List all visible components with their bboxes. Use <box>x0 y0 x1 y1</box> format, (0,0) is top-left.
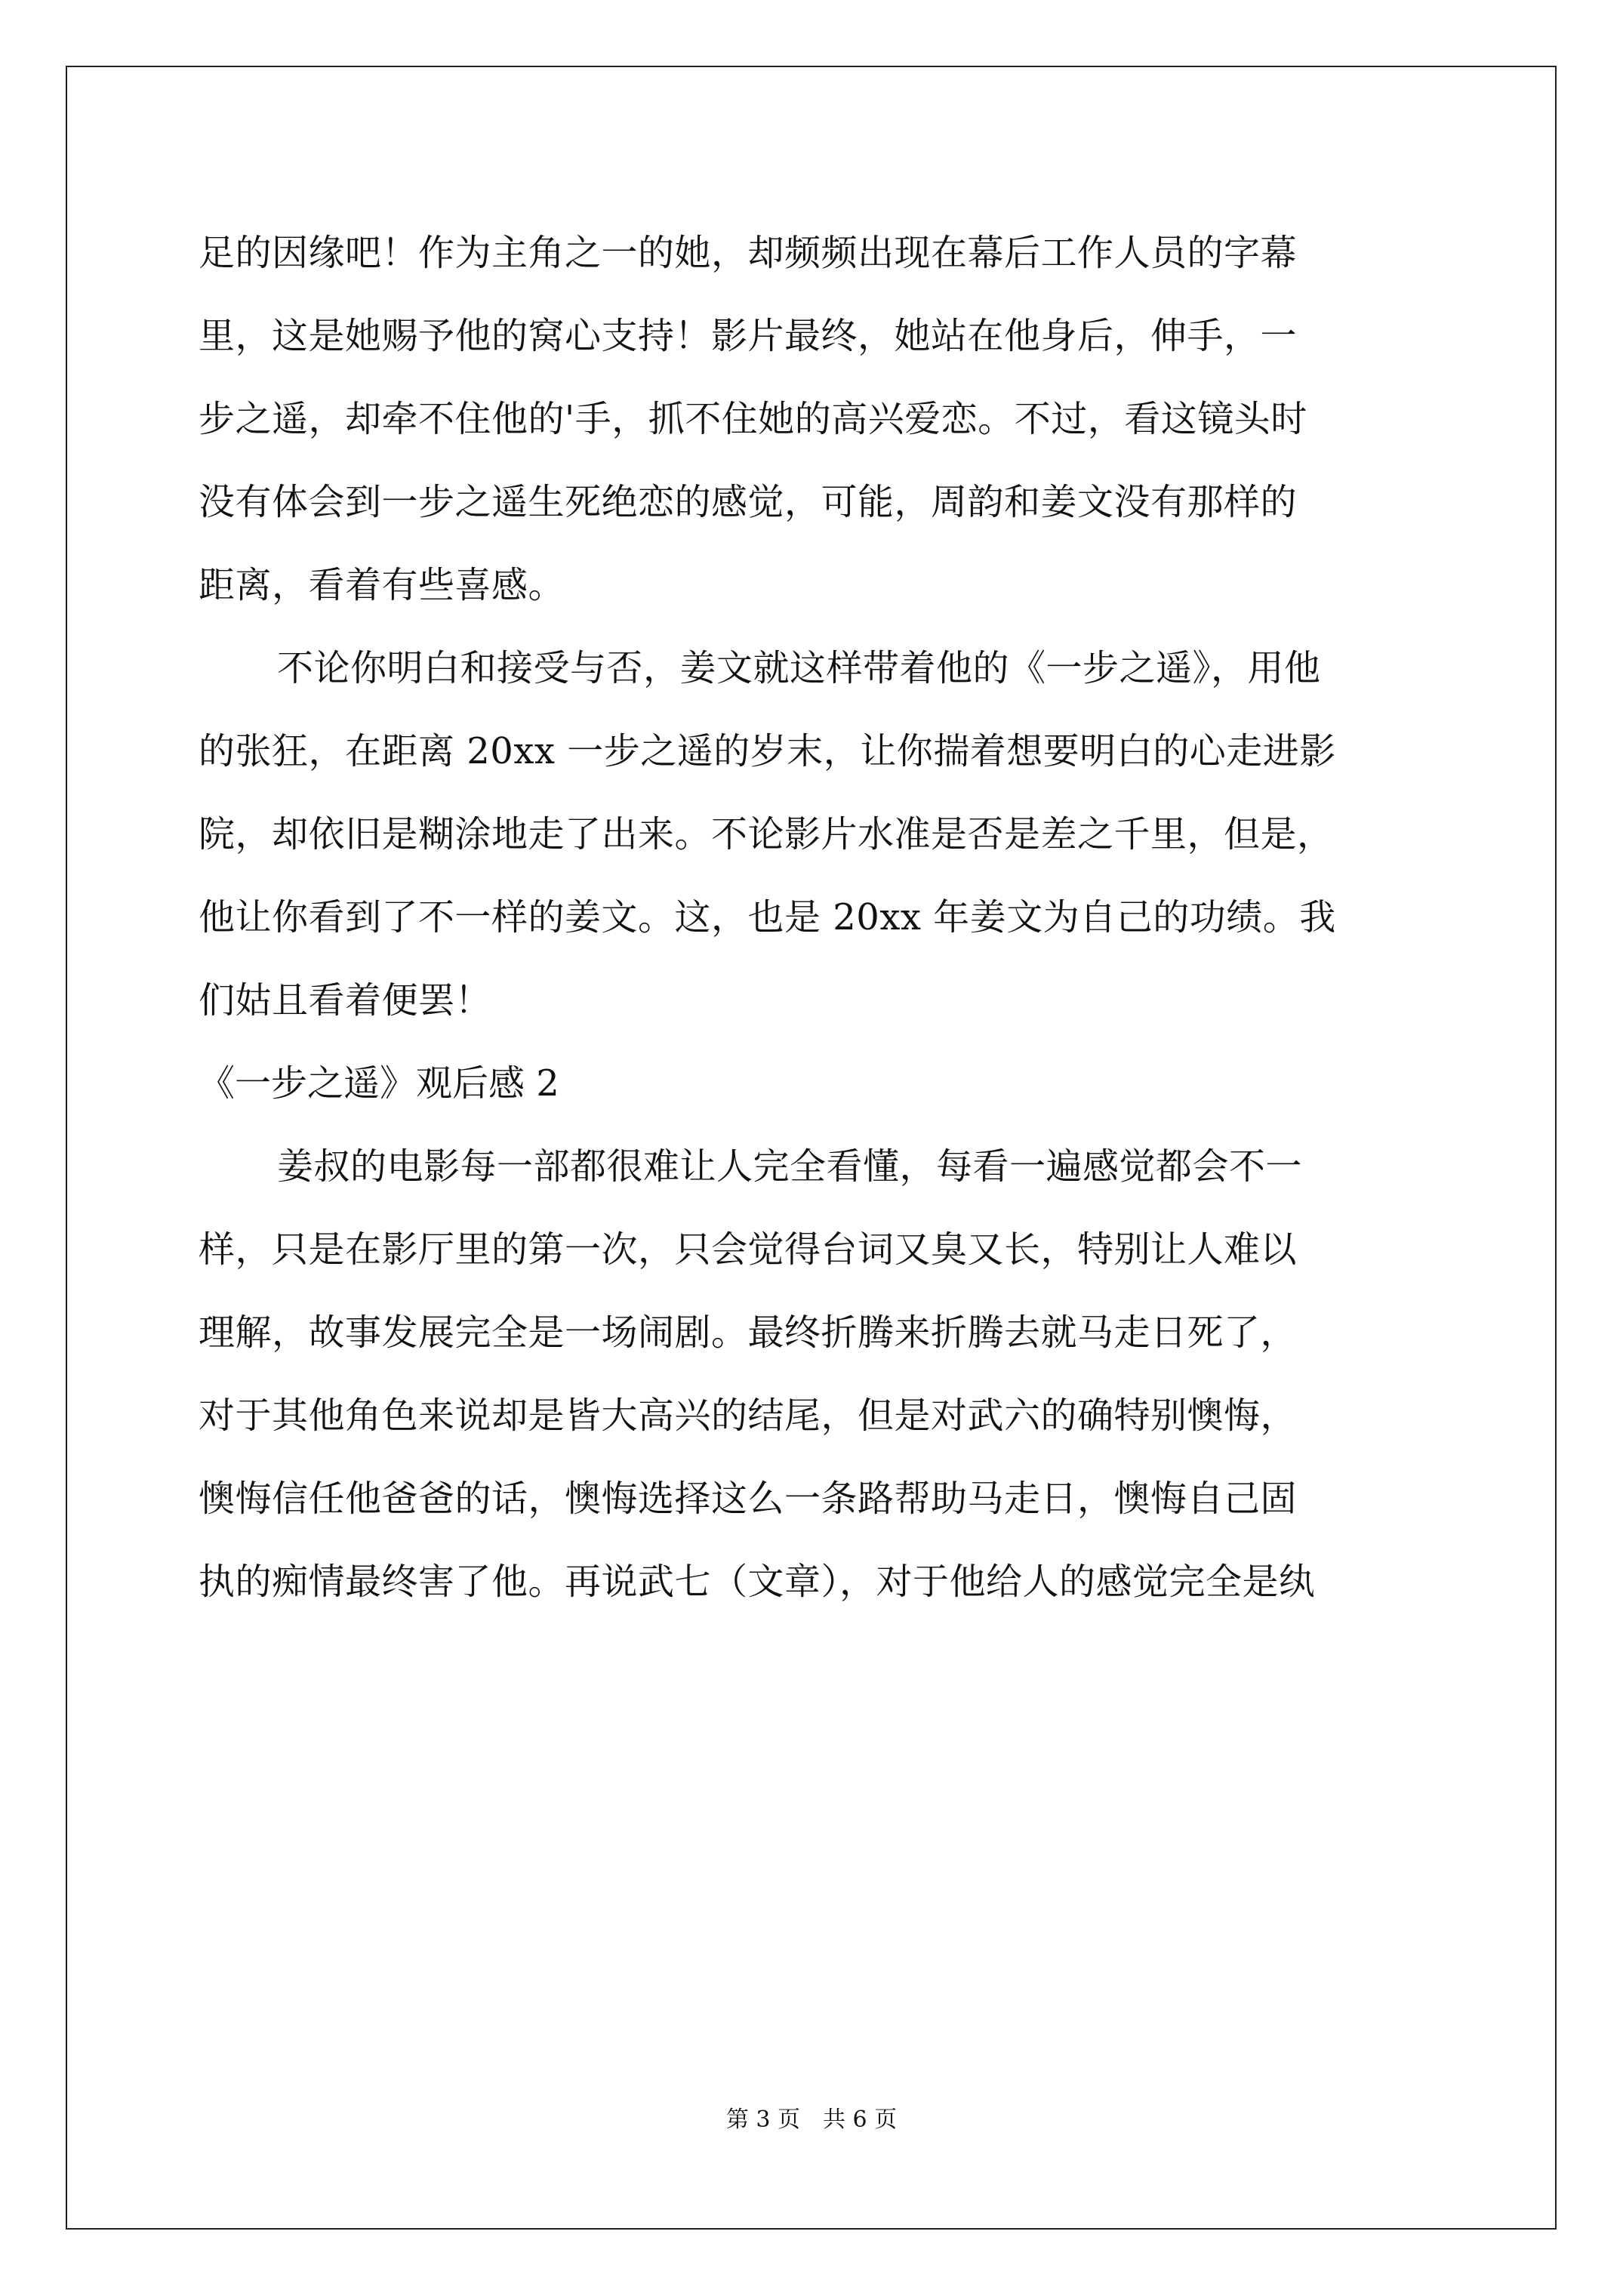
text-line: 姜叔的电影每一部都很难让人完全看懂，每看一遍感觉都会不一 <box>277 1145 1303 1188</box>
text-line: 步之遥，却牵不住他的'手，抓不住她的高兴爱恋。不过，看这镜头时 <box>199 398 1307 440</box>
paragraph-3 <box>199 1125 1437 1623</box>
document-body <box>199 211 1437 1623</box>
text-line: 足的因缘吧！作为主角之一的她，却频频出现在幕后工作人员的字幕 <box>199 232 1298 274</box>
text-line: 不论你明白和接受与否，姜文就这样带着他的《一步之遥》，用他 <box>277 647 1321 689</box>
text-line: 里，这是她赐予他的窝心支持！影片最终，她站在他身后，伸手，一 <box>199 315 1298 357</box>
text-line: 执的痴情最终害了他。再说武七（文章），对于他给人的感觉完全是纨 <box>199 1561 1316 1603</box>
text-line: 懊悔信任他爸爸的话，懊悔选择这么一条路帮助马走日，懊悔自己固 <box>199 1478 1298 1520</box>
text-line: 距离，看着有些喜感。 <box>199 564 565 606</box>
text-line: 的张狂，在距离 20xx 一步之遥的岁末，让你揣着想要明白的心走进影 <box>199 730 1336 772</box>
text-line: 们姑且看着便罢！ <box>199 979 492 1022</box>
text-line: 院，却依旧是糊涂地走了出来。不论影片水准是否是差之千里，但是， <box>199 813 1334 855</box>
text-line: 没有体会到一步之遥生死绝恋的感觉，可能，周韵和姜文没有那样的 <box>199 481 1298 523</box>
page-number-footer: 第 3 页 共 6 页 <box>725 2106 898 2133</box>
section-heading: 《一步之遥》观后感 2 <box>199 1062 559 1105</box>
text-line: 对于其他角色来说却是皆大高兴的结尾，但是对武六的确特别懊悔， <box>199 1395 1298 1437</box>
text-line: 理解，故事发展完全是一场闹剧。最终折腾来折腾去就马走日死了， <box>199 1311 1298 1354</box>
paragraph-2 <box>199 627 1437 1042</box>
text-line: 样，只是在影厅里的第一次，只会觉得台词又臭又长，特别让人难以 <box>199 1228 1298 1271</box>
paragraph-1 <box>199 211 1437 627</box>
text-line: 他让你看到了不一样的姜文。这，也是 20xx 年姜文为自己的功绩。我 <box>199 896 1336 938</box>
